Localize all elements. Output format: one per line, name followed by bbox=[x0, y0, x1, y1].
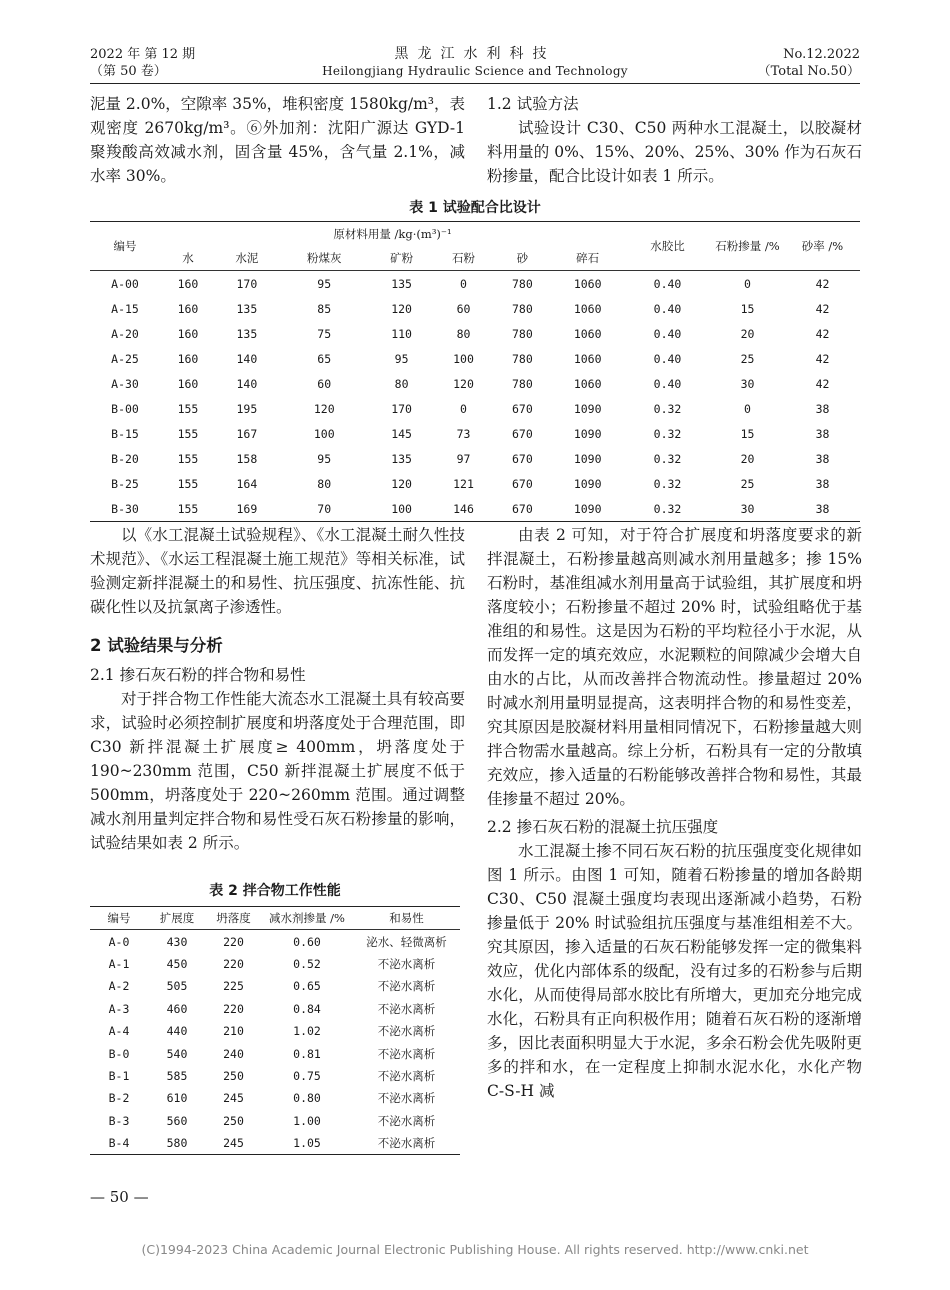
table-cell: 0.32 bbox=[653, 476, 682, 491]
table-row bbox=[90, 930, 460, 953]
table-cell: 250 bbox=[223, 1113, 244, 1128]
left-body bbox=[90, 523, 465, 855]
table-cell: 110 bbox=[391, 326, 412, 341]
header-left bbox=[90, 46, 195, 80]
header-center bbox=[260, 46, 690, 80]
right-top-section bbox=[487, 92, 862, 188]
table-cell: 560 bbox=[166, 1113, 188, 1128]
table-cell: 120 bbox=[313, 401, 335, 416]
table-cell: B-20 bbox=[111, 451, 139, 466]
table-cell: 0.40 bbox=[653, 301, 682, 316]
table2-caption: 表 2 拌合物工作性能 bbox=[209, 883, 341, 899]
table-cell: 440 bbox=[166, 1024, 188, 1039]
table-cell: 460 bbox=[166, 1001, 188, 1016]
table-cell: A-25 bbox=[111, 351, 139, 366]
table-cell: B-00 bbox=[111, 401, 139, 416]
table-cell: 30 bbox=[740, 501, 755, 516]
table-cell: 泌水、轻微离析 bbox=[366, 934, 447, 949]
table-row bbox=[90, 953, 460, 975]
table-cell: 450 bbox=[166, 956, 188, 971]
table-cell: 670 bbox=[512, 476, 533, 491]
col-header: 水泥 bbox=[235, 251, 259, 265]
table-cell: 65 bbox=[317, 351, 332, 366]
table-row bbox=[90, 1110, 460, 1132]
table-cell: 1090 bbox=[573, 476, 602, 491]
table-cell: 1060 bbox=[573, 351, 602, 366]
col-header: 砂 bbox=[516, 251, 529, 265]
table-cell: 245 bbox=[223, 1091, 244, 1106]
table-cell: 160 bbox=[177, 276, 199, 291]
table-cell: A-0 bbox=[108, 934, 130, 949]
table-cell: 70 bbox=[317, 501, 332, 516]
table-cell: 0 bbox=[744, 401, 751, 416]
table-row bbox=[90, 471, 860, 496]
table-cell: 140 bbox=[236, 351, 258, 366]
table-cell: 75 bbox=[317, 326, 332, 341]
table-cell: 不泌水离析 bbox=[377, 1024, 436, 1039]
table-row bbox=[90, 496, 860, 522]
table-cell: 220 bbox=[223, 956, 244, 971]
table-cell: 0.40 bbox=[653, 276, 682, 291]
journal-title-en: Heilongjiang Hydraulic Science and Technology bbox=[322, 64, 628, 78]
table-cell: 430 bbox=[166, 934, 188, 949]
table-row bbox=[90, 1132, 460, 1155]
col-header: 石粉掺量 /% bbox=[715, 239, 780, 253]
table-cell: 0 bbox=[744, 276, 751, 291]
table-row bbox=[90, 446, 860, 471]
header-right bbox=[758, 46, 860, 80]
table-cell: 42 bbox=[815, 301, 830, 316]
table1 bbox=[90, 221, 860, 522]
table-row bbox=[90, 1020, 460, 1042]
table-cell: 167 bbox=[236, 426, 258, 441]
table-cell: 250 bbox=[223, 1068, 244, 1083]
table-cell: 80 bbox=[456, 326, 471, 341]
table-cell: 155 bbox=[177, 476, 199, 491]
table-cell: 155 bbox=[177, 401, 199, 416]
table-cell: 670 bbox=[512, 451, 533, 466]
table-row bbox=[90, 346, 860, 371]
table-cell: 0.32 bbox=[653, 426, 682, 441]
page-number: — 50 — bbox=[90, 1188, 149, 1206]
table-cell: 42 bbox=[815, 326, 830, 341]
table-cell: 505 bbox=[166, 979, 188, 994]
table-cell: 155 bbox=[177, 426, 199, 441]
col-header: 碎石 bbox=[576, 251, 600, 265]
table-cell: 0.40 bbox=[653, 351, 682, 366]
table-cell: B-2 bbox=[108, 1091, 130, 1106]
group-header: 原材料用量 /kg·(m³)⁻¹ bbox=[333, 227, 452, 241]
left-top-paragraph: 泥量 2.0%，空隙率 35%，堆积密度 1580kg/m³，表观密度 2670kg/m³。⑥外加剂：沈阳广源达 GYD-1 聚羧酸高效减水剂，固含量 45%，含气量 2.1%，减水率 30%。 bbox=[90, 95, 466, 185]
table-cell: 169 bbox=[236, 501, 258, 516]
table-cell: 135 bbox=[236, 326, 258, 341]
table-cell: B-1 bbox=[108, 1068, 130, 1083]
table-cell: B-4 bbox=[108, 1136, 130, 1151]
col-header: 石粉 bbox=[451, 251, 475, 265]
table-cell: 1.02 bbox=[293, 1024, 321, 1039]
table-cell: 85 bbox=[317, 301, 332, 316]
table-cell: 38 bbox=[815, 501, 830, 516]
table-cell: 120 bbox=[391, 301, 412, 316]
table-cell: 0.75 bbox=[293, 1068, 321, 1083]
table-cell: 30 bbox=[740, 376, 755, 391]
table-cell: 540 bbox=[166, 1046, 188, 1061]
table-cell: 121 bbox=[453, 476, 474, 491]
table1-caption: 表 1 试验配合比设计 bbox=[409, 200, 541, 216]
table-cell: 42 bbox=[815, 376, 830, 391]
table-cell: A-00 bbox=[111, 276, 139, 291]
table-cell: 245 bbox=[223, 1136, 244, 1151]
col-header: 坍落度 bbox=[216, 911, 251, 926]
section-2-2-heading: 2.2 掺石灰石粉的混凝土抗压强度 bbox=[487, 818, 719, 836]
journal-title-cn: 黑龙江水利科技 bbox=[394, 46, 556, 62]
table-cell: 670 bbox=[512, 501, 533, 516]
table-cell: A-3 bbox=[108, 1001, 130, 1016]
table-row bbox=[90, 321, 860, 346]
table-cell: B-15 bbox=[111, 426, 139, 441]
table-cell: 1060 bbox=[573, 376, 602, 391]
table-cell: 1060 bbox=[573, 276, 602, 291]
table-cell: 195 bbox=[236, 401, 258, 416]
section-2-1-heading: 2.1 掺石灰石粉的拌合物和易性 bbox=[90, 666, 306, 684]
col-header: 和易性 bbox=[389, 911, 424, 926]
table-cell: 25 bbox=[740, 351, 755, 366]
table-cell: 780 bbox=[512, 301, 533, 316]
table-row bbox=[90, 1042, 460, 1064]
table-cell: 不泌水离析 bbox=[377, 1001, 436, 1016]
table-cell: 146 bbox=[453, 501, 474, 516]
table-cell: A-20 bbox=[111, 326, 139, 341]
table-cell: 25 bbox=[740, 476, 755, 491]
table-cell: 155 bbox=[177, 451, 199, 466]
standards-paragraph: 以《水工混凝土试验规程》、《水工混凝土耐久性技术规范》、《水运工程混凝土施工规范》等相关标准，试验测定新拌混凝土的和易性、抗压强度、抗冻性能、抗碳化性以及抗氯离子渗透性。 bbox=[90, 526, 465, 616]
section-1-2-heading: 1.2 试验方法 bbox=[487, 95, 579, 113]
table-cell: 不泌水离析 bbox=[377, 1091, 436, 1106]
right-body bbox=[487, 523, 862, 1103]
table-cell: 1090 bbox=[573, 426, 602, 441]
table-cell: 80 bbox=[394, 376, 409, 391]
table-cell: 97 bbox=[456, 451, 471, 466]
table-cell: B-30 bbox=[111, 501, 139, 516]
table-cell: 不泌水离析 bbox=[377, 1046, 436, 1061]
table-cell: B-25 bbox=[111, 476, 139, 491]
table-cell: 135 bbox=[391, 451, 412, 466]
table-cell: 135 bbox=[391, 276, 412, 291]
table-cell: 0.32 bbox=[653, 501, 682, 516]
table-cell: 780 bbox=[512, 351, 533, 366]
table-cell: 780 bbox=[512, 326, 533, 341]
table-cell: 0.81 bbox=[293, 1046, 321, 1061]
table-cell: 160 bbox=[177, 376, 199, 391]
table-cell: 120 bbox=[453, 376, 474, 391]
table-cell: 不泌水离析 bbox=[377, 1136, 436, 1151]
table-cell: 158 bbox=[236, 451, 258, 466]
table-cell: 60 bbox=[456, 301, 471, 316]
table-cell: 160 bbox=[177, 351, 199, 366]
table-cell: 95 bbox=[394, 351, 409, 366]
col-header: 减水剂掺量 /% bbox=[269, 911, 345, 926]
table-cell: 20 bbox=[740, 326, 755, 341]
table-row bbox=[90, 271, 860, 297]
table-cell: 1060 bbox=[573, 301, 602, 316]
table-cell: 1060 bbox=[573, 326, 602, 341]
table-row bbox=[90, 296, 860, 321]
table-cell: 1.00 bbox=[293, 1113, 321, 1128]
table-cell: 0.40 bbox=[653, 326, 682, 341]
col-header: 粉煤灰 bbox=[306, 251, 342, 265]
table-cell: 120 bbox=[391, 476, 412, 491]
workability-paragraph: 对于拌合物工作性能大流态水工混凝土具有较高要求，试验时必须控制扩展度和坍落度处于合理范围，即 C30 新拌混凝土扩展度≥ 400mm，坍落度处于 190~230mm 范围，C50 新拌混凝土扩展度不低于 500mm，坍落度处于 220~260mm 范围。通过调整减水剂用量判定拌合物和易性受石灰石粉掺量的影响，试验结果如表 2 所示。 bbox=[90, 690, 465, 852]
table-cell: 1.05 bbox=[293, 1136, 321, 1151]
table-row bbox=[90, 1087, 460, 1109]
table-cell: B-0 bbox=[108, 1046, 130, 1061]
issue-year: 2022 年 第 12 期 bbox=[90, 47, 196, 62]
table-row bbox=[90, 371, 860, 396]
method-paragraph: 试验设计 C30、C50 两种水工混凝土，以胶凝材料用量的 0%、15%、20%、25%、30% 作为石灰石粉掺量，配合比设计如表 1 所示。 bbox=[487, 119, 862, 185]
table-cell: 15 bbox=[740, 426, 755, 441]
header-rule bbox=[90, 83, 860, 84]
table-cell: 不泌水离析 bbox=[377, 1068, 436, 1083]
table-cell: 160 bbox=[177, 326, 199, 341]
table-cell: 1090 bbox=[573, 401, 602, 416]
copyright-footer: (C)1994-2023 China Academic Journal Electronic Publishing House. All rights reserved. http://www.cnki.net bbox=[141, 1242, 809, 1257]
table-cell: 38 bbox=[815, 451, 830, 466]
col-header: 矿粉 bbox=[390, 251, 414, 265]
col-header: 编号 bbox=[113, 239, 137, 253]
analysis-paragraph: 由表 2 可知，对于符合扩展度和坍落度要求的新拌混凝土，石粉掺量越高则减水剂用量越多；掺 15% 石粉时，基准组减水剂用量高于试验组，其扩展度和坍落度较小；石粉掺量不超过 20% 时，试验组略优于基准组的和易性。这是因为石粉的平均粒径小于水泥，从而发挥一定的填充效应，水泥颗粒的间隙减少会增大自由水的占比，从而改善拌合物流动性。掺量超过 20% 时减水剂用量明显提高，这表明拌合物的和易性变差，究其原因是胶凝材料用量相同情况下，石粉掺量越大则拌合物需水量越高。综上分析，石粉具有一定的分散填充效应，掺入适量的石粉能够改善拌合物和易性，其最佳掺量不超过 20%。 bbox=[487, 526, 862, 808]
col-header: 水胶比 bbox=[650, 239, 685, 253]
table-cell: 155 bbox=[177, 501, 199, 516]
table-row bbox=[90, 1065, 460, 1087]
table-cell: 0.52 bbox=[293, 956, 321, 971]
table-cell: 42 bbox=[815, 276, 830, 291]
table-cell: A-4 bbox=[108, 1024, 130, 1039]
table-cell: 38 bbox=[815, 401, 830, 416]
table-cell: A-1 bbox=[108, 956, 130, 971]
table-cell: 220 bbox=[223, 1001, 244, 1016]
table-cell: 不泌水离析 bbox=[377, 979, 436, 994]
table-cell: 0.40 bbox=[653, 376, 682, 391]
table-row bbox=[90, 975, 460, 997]
col-header: 水 bbox=[182, 251, 194, 265]
table-cell: 0.32 bbox=[653, 401, 682, 416]
strength-paragraph: 水工混凝土掺不同石灰石粉的抗压强度变化规律如图 1 所示。由图 1 可知，随着石粉掺量的增加各龄期 C30、C50 混凝土强度均表现出逐渐减小趋势，石粉掺量低于 20% 时试验组抗压强度与基准组相差不大。究其原因，掺入适量的石灰石粉能够发挥一定的微集料效应，优化内部体系的级配，没有过多的石粉参与后期水化，从而使得局部水胶比有所增大，更加充分地完成水化，石粉具有正向积极作用；随着石灰石粉的逐渐增多，因比表面积明显大于水泥，多余石粉会优先吸附更多的拌和水，在一定程度上抑制水泥水化，水化产物 C-S-H 减 bbox=[487, 842, 862, 1100]
table-row bbox=[90, 396, 860, 421]
table-cell: 670 bbox=[512, 426, 533, 441]
table-cell: 不泌水离析 bbox=[377, 1113, 436, 1128]
table-cell: 20 bbox=[740, 451, 755, 466]
section-2-heading: 2 试验结果与分析 bbox=[90, 636, 223, 655]
col-header: 扩展度 bbox=[159, 911, 195, 926]
table-cell: 38 bbox=[815, 476, 830, 491]
table-cell: 0.84 bbox=[293, 1001, 321, 1016]
table-cell: 100 bbox=[313, 426, 335, 441]
table-cell: 585 bbox=[166, 1068, 188, 1083]
table-cell: 1090 bbox=[573, 501, 602, 516]
table-cell: 15 bbox=[740, 301, 755, 316]
table-cell: 170 bbox=[236, 276, 258, 291]
table-cell: 780 bbox=[512, 376, 533, 391]
table-cell: 164 bbox=[236, 476, 258, 491]
table-cell: 38 bbox=[815, 426, 830, 441]
table-cell: 670 bbox=[512, 401, 533, 416]
issue-volume: （第 50 卷） bbox=[90, 64, 167, 79]
table-cell: A-30 bbox=[111, 376, 139, 391]
table-cell: 80 bbox=[317, 476, 332, 491]
table-cell: 42 bbox=[815, 351, 830, 366]
table-cell: 95 bbox=[317, 276, 332, 291]
table-cell: 160 bbox=[177, 301, 199, 316]
table-cell: 0.80 bbox=[293, 1091, 321, 1106]
table-cell: 0.65 bbox=[293, 979, 321, 994]
table-row bbox=[90, 998, 460, 1020]
table-cell: 170 bbox=[391, 401, 412, 416]
table-cell: B-3 bbox=[108, 1113, 130, 1128]
col-header: 砂率 /% bbox=[801, 239, 844, 253]
total-number: （Total No.50） bbox=[757, 64, 860, 79]
table-row bbox=[90, 421, 860, 446]
table-cell: 220 bbox=[223, 934, 244, 949]
table-cell: 225 bbox=[223, 979, 244, 994]
table-cell: 73 bbox=[456, 426, 471, 441]
table-cell: 0 bbox=[460, 401, 467, 416]
table-cell: 145 bbox=[391, 426, 412, 441]
table-cell: 240 bbox=[223, 1046, 244, 1061]
table-cell: 0 bbox=[460, 276, 467, 291]
table-cell: 60 bbox=[317, 376, 332, 391]
table2 bbox=[90, 906, 460, 1155]
table-cell: 135 bbox=[236, 301, 258, 316]
table-cell: 不泌水离析 bbox=[377, 956, 436, 971]
table-cell: 210 bbox=[223, 1024, 244, 1039]
table-cell: 100 bbox=[391, 501, 412, 516]
table-cell: A-15 bbox=[111, 301, 139, 316]
table-cell: 140 bbox=[236, 376, 258, 391]
table-cell: 100 bbox=[453, 351, 474, 366]
table-cell: A-2 bbox=[108, 979, 130, 994]
table-cell: 1090 bbox=[573, 451, 602, 466]
table-cell: 580 bbox=[166, 1136, 188, 1151]
table-cell: 95 bbox=[317, 451, 332, 466]
col-header: 编号 bbox=[107, 911, 131, 926]
table-cell: 780 bbox=[512, 276, 533, 291]
table-cell: 0.32 bbox=[653, 451, 682, 466]
table-cell: 0.60 bbox=[293, 934, 321, 949]
issue-number: No.12.2022 bbox=[783, 47, 860, 62]
table-cell: 610 bbox=[166, 1091, 188, 1106]
